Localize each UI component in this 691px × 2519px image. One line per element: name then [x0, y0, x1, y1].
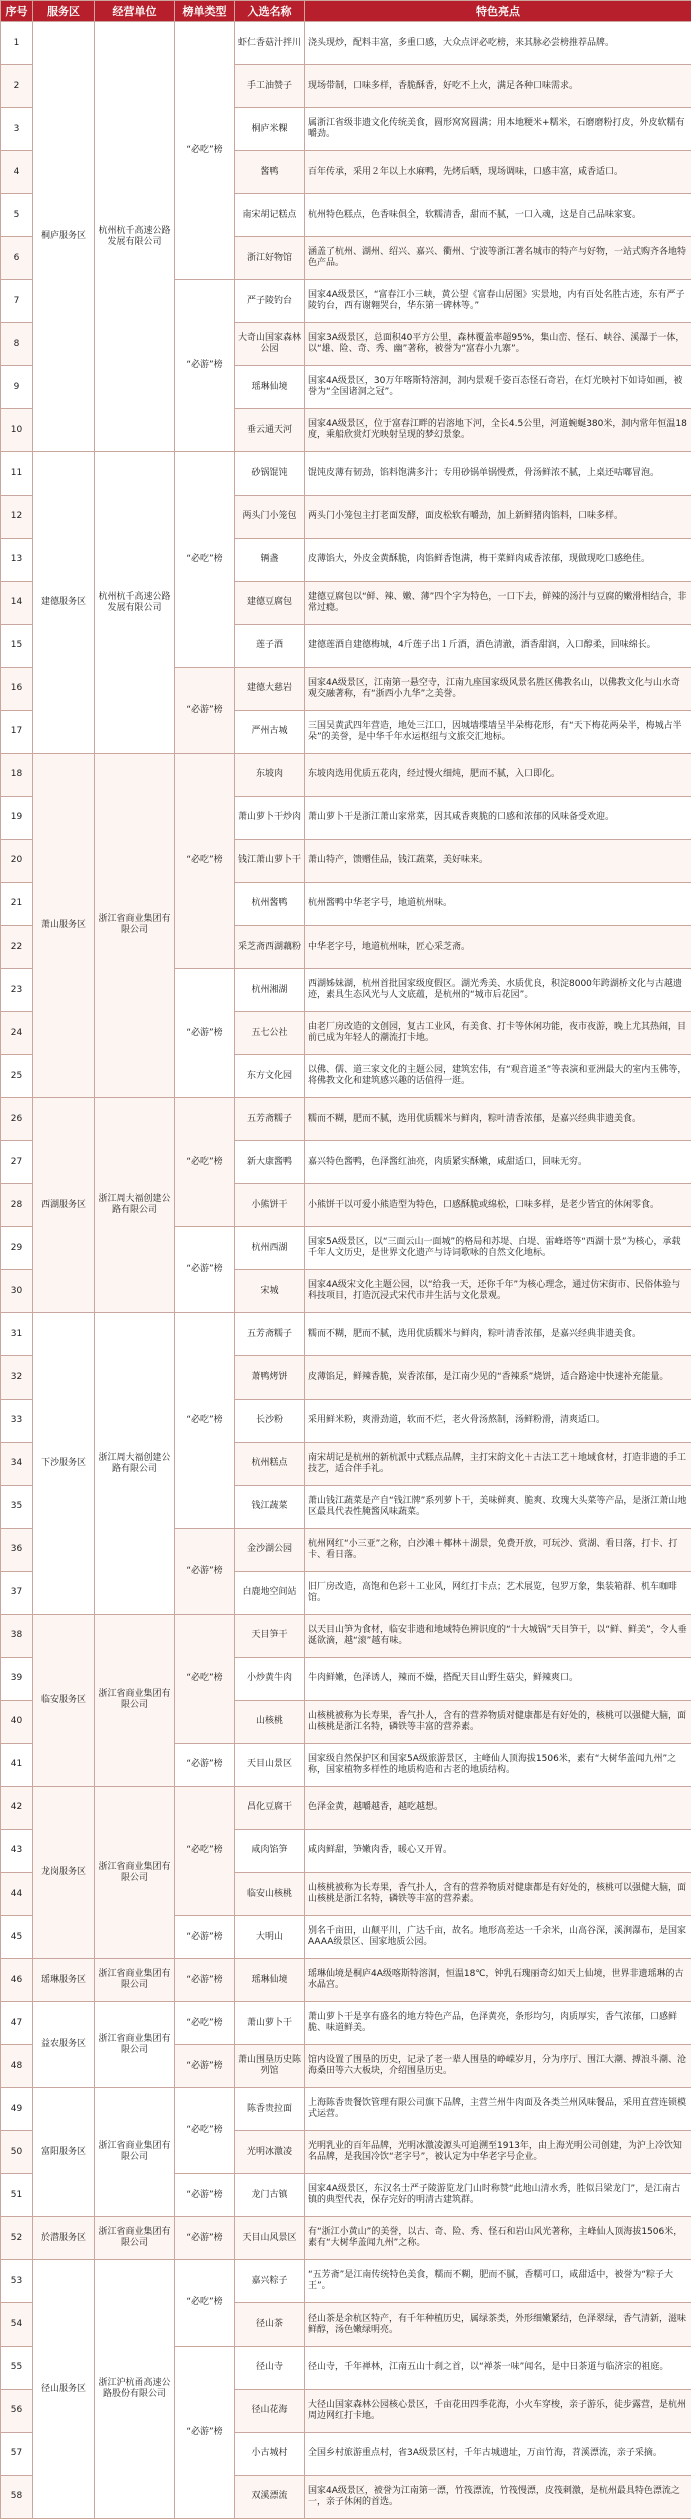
operator-cell: 浙江周大福创建公路有限公司: [95, 1098, 175, 1313]
entry-name-cell: 五七公社: [235, 1012, 305, 1055]
entry-name-cell: 萧山萝卜干炒肉: [235, 796, 305, 839]
row-number: 4: [1, 151, 33, 194]
highlight-cell: 径山寺，千年禅林，江南五山十刹之首，以“禅茶一味”闻名，是中日茶道与临济宗的祖庭。: [305, 2346, 691, 2389]
row-number: 7: [1, 280, 33, 323]
highlight-cell: 皮薄馅足，鲜辣香脆，炭香浓郁，是江南少见的“香辣系”烧饼，适合路途中快速补充能量。: [305, 1356, 691, 1399]
entry-name-cell: 钱江萧山萝卜干: [235, 839, 305, 882]
entry-name-cell: 钱江蔬菜: [235, 1485, 305, 1528]
operator-cell: 浙江省商业集团有限公司: [95, 1959, 175, 2002]
ranking-type-cell: “必游”榜: [175, 2217, 235, 2260]
table-row: [1, 1959, 691, 2002]
row-number: 16: [1, 667, 33, 710]
row-number: 38: [1, 1614, 33, 1657]
row-number: 58: [1, 2475, 33, 2518]
service-area-cell: 建德服务区: [33, 452, 95, 753]
entry-name-cell: 瑶琳仙境: [235, 366, 305, 409]
highlight-cell: 馆内设置了围垦的历史，记录了老一辈人围垦的峥嵘岁月，分为序厅、围江大潮、搏浪斗潮、沧海桑田等六大板块，介绍围垦历史。: [305, 2045, 691, 2088]
row-number: 30: [1, 1270, 33, 1313]
entry-name-cell: 严州古城: [235, 710, 305, 753]
entry-name-cell: 桐庐米粿: [235, 108, 305, 151]
entry-name-cell: 天目山景区: [235, 1743, 305, 1786]
row-number: 32: [1, 1356, 33, 1399]
operator-cell: 浙江省商业集团有限公司: [95, 753, 175, 1097]
row-number: 57: [1, 2432, 33, 2475]
operator-cell: 浙江省商业集团有限公司: [95, 1786, 175, 1958]
entry-name-cell: 大奇山国家森林公园: [235, 323, 305, 366]
row-number: 3: [1, 108, 33, 151]
row-number: 29: [1, 1227, 33, 1270]
entry-name-cell: 手工油赞子: [235, 65, 305, 108]
highlight-cell: 国家4A级宋文化主题公园，以“给我一天，还你千年”为核心理念，通过仿宋街市、民俗体验与科技项目，打造沉浸式宋代市井生活与文化景观。: [305, 1270, 691, 1313]
service-area-cell: 於潜服务区: [33, 2217, 95, 2260]
row-number: 9: [1, 366, 33, 409]
entry-name-cell: 虾仁香菇汁拌川: [235, 22, 305, 65]
service-area-cell: 下沙服务区: [33, 1313, 95, 1614]
row-number: 19: [1, 796, 33, 839]
entry-name-cell: 径山寺: [235, 2346, 305, 2389]
entry-name-cell: 两头门小笼包: [235, 495, 305, 538]
ranking-type-cell: “必吃”榜: [175, 2260, 235, 2346]
highlight-cell: 国家级自然保护区和国家5A级旅游景区，主峰仙人顶海拔1506米，素有“大树华盖闻九州”之称，国家植物多样性的地质构造和古老的地质结构。: [305, 1743, 691, 1786]
row-number: 46: [1, 1959, 33, 2002]
entry-name-cell: 采芝斋西湖藕粉: [235, 925, 305, 968]
highlight-cell: 国家4A级景区，东汉名士严子陵游览龙门山时称赞“此地山清水秀，胜似吕梁龙门”，是江南古镇的典型代表，保存完好的明清古建筑群。: [305, 2174, 691, 2217]
entry-name-cell: 萧山萝卜干: [235, 2002, 305, 2045]
row-number: 51: [1, 2174, 33, 2217]
highlight-cell: 萧山钱江蔬菜是产自“钱江牌”系列萝卜干，美味鲜爽、脆爽、玫瑰大头菜等产品，是浙江萧山地区最具代表性腌酱风味蔬菜。: [305, 1485, 691, 1528]
entry-name-cell: 小炒黄牛肉: [235, 1657, 305, 1700]
entry-name-cell: 杭州酱鸭: [235, 882, 305, 925]
entry-name-cell: 小熊饼干: [235, 1184, 305, 1227]
ranking-type-cell: “必吃”榜: [175, 1313, 235, 1528]
entry-name-cell: 严子陵钓台: [235, 280, 305, 323]
ranking-type-cell: “必吃”榜: [175, 1614, 235, 1743]
entry-name-cell: 东坡肉: [235, 753, 305, 796]
row-number: 49: [1, 2088, 33, 2131]
highlight-cell: 山核桃被称为长寿果，香气扑人，含有的营养物质对健康都是有好处的，核桃可以强健大脑，面山核桃是浙江名特，磷铁等丰富的营养素。: [305, 1700, 691, 1743]
entry-name-cell: 金沙湖公园: [235, 1528, 305, 1571]
entry-name-cell: 临安山核桃: [235, 1873, 305, 1916]
ranking-type-cell: “必吃”榜: [175, 452, 235, 667]
table-header: [1, 1, 691, 22]
ranking-type-cell: “必游”榜: [175, 2045, 235, 2088]
highlight-cell: 光明乳业的百年品牌，光明冰激凌源头可追溯至1913年，由上海光明公司创建，为沪上冷饮知名品牌，是我国冷饮“老字号”，被认定为中华老字号企业。: [305, 2131, 691, 2174]
entry-name-cell: 南宋胡记糕点: [235, 194, 305, 237]
service-area-cell: 富阳服务区: [33, 2088, 95, 2217]
entry-name-cell: 径山茶: [235, 2303, 305, 2346]
entry-name-cell: 小古城村: [235, 2432, 305, 2475]
ranking-type-cell: “必游”榜: [175, 969, 235, 1098]
row-number: 28: [1, 1184, 33, 1227]
service-area-cell: 径山服务区: [33, 2260, 95, 2519]
service-area-cell: 西湖服务区: [33, 1098, 95, 1313]
highlight-cell: 糯而不糊，肥而不腻，选用优质糯米与鲜肉，粽叶清香浓郁，是嘉兴经典非遗美食。: [305, 1098, 691, 1141]
header-name: 入选名称: [235, 1, 305, 22]
row-number: 26: [1, 1098, 33, 1141]
entry-name-cell: 龙门古镇: [235, 2174, 305, 2217]
row-number: 11: [1, 452, 33, 495]
header-no: 序号: [1, 1, 33, 22]
table-row: [1, 452, 691, 495]
highlight-cell: 现场带制，口味多样，香脆酥香，好吃不上火，满足各种口味需求。: [305, 65, 691, 108]
row-number: 18: [1, 753, 33, 796]
entry-name-cell: 白鹿地空间站: [235, 1571, 305, 1614]
operator-cell: 杭州杭千高速公路发展有限公司: [95, 22, 175, 452]
row-number: 1: [1, 22, 33, 65]
ranking-type-cell: “必游”榜: [175, 1528, 235, 1614]
row-number: 56: [1, 2389, 33, 2432]
table-row: [1, 2088, 691, 2131]
highlight-cell: 萧山萝卜干是浙江萧山家常菜，因其咸香爽脆的口感和浓郁的风味备受欢迎。: [305, 796, 691, 839]
highlight-cell: 建德莲酒自建德梅城，4斤莲子出１斤酒，酒色清澈，酒香甜润，入口醇柔，回味绵长。: [305, 624, 691, 667]
row-number: 15: [1, 624, 33, 667]
row-number: 47: [1, 2002, 33, 2045]
ranking-type-cell: “必吃”榜: [175, 2002, 235, 2045]
service-area-cell: 萧山服务区: [33, 753, 95, 1097]
highlight-cell: 全国乡村旅游重点村，省3A级景区村，千年古城遗址，万亩竹海，苕溪漂流，亲子采摘。: [305, 2432, 691, 2475]
row-number: 45: [1, 1916, 33, 1959]
row-number: 5: [1, 194, 33, 237]
highlight-cell: 国家5A级景区，以“三面云山一面城”的格局和苏堤、白堤、雷峰塔等“西湖十景”为核心，承载千年人文历史，是世界文化遗产与诗词歌咏的自然文化地标。: [305, 1227, 691, 1270]
ranking-type-cell: “必游”榜: [175, 2346, 235, 2518]
row-number: 13: [1, 538, 33, 581]
table-row: [1, 1786, 691, 1829]
operator-cell: 浙江省商业集团有限公司: [95, 2088, 175, 2217]
header-unit: 经营单位: [95, 1, 175, 22]
row-number: 34: [1, 1442, 33, 1485]
highlight-cell: 径山茶是余杭区特产，有千年种植历史，属绿茶类，外形细嫩紧结，色泽翠绿，香气清新，滋味鲜醇，汤色嫩绿明亮。: [305, 2303, 691, 2346]
entry-name-cell: 山核桃: [235, 1700, 305, 1743]
header-desc: 特色亮点: [305, 1, 691, 22]
ranking-type-cell: “必吃”榜: [175, 1098, 235, 1227]
entry-name-cell: 宋城: [235, 1270, 305, 1313]
ranking-type-cell: “必游”榜: [175, 1743, 235, 1786]
highlight-cell: 牛肉鲜嫩，色泽诱人，辣而不燥，搭配天目山野生菇尖，鲜辣爽口。: [305, 1657, 691, 1700]
ranking-type-cell: “必吃”榜: [175, 22, 235, 280]
highlight-cell: 嘉兴特色酱鸭，色泽酱红油亮，肉质紧实酥嫩，咸甜适口，回味无穷。: [305, 1141, 691, 1184]
entry-name-cell: 萧山围垦历史陈列馆: [235, 2045, 305, 2088]
highlight-cell: 国家4A级景区，30万年喀斯特溶洞，洞内景观千姿百态怪石奇岩，在灯光映衬下如诗如画，被誉为“全国诸洞之冠”。: [305, 366, 691, 409]
highlight-cell: 国家3A级景区，总面积40平方公里，森林覆盖率超95%，集山峦、怪石、峡谷、溪瀑于一体，以“雄、险、奇、秀、幽”著称，被誉为“富春小九寨”。: [305, 323, 691, 366]
entry-name-cell: 萧鸭烤饼: [235, 1356, 305, 1399]
entry-name-cell: 酱鸭: [235, 151, 305, 194]
highlight-cell: 建德豆腐包以“鲜、辣、嫩、薄”四个字为特色，一口下去，鲜辣的汤汁与豆腐的嫩滑相结合，非常过瘾。: [305, 581, 691, 624]
table-row: [1, 22, 691, 65]
row-number: 21: [1, 882, 33, 925]
row-number: 6: [1, 237, 33, 280]
header-type: 榜单类型: [175, 1, 235, 22]
row-number: 41: [1, 1743, 33, 1786]
highlight-cell: 大径山国家森林公园核心景区，千亩花田四季花海，小火车穿梭，亲子游乐，徒步露营，是杭州周边网红打卡地。: [305, 2389, 691, 2432]
table-row: [1, 2217, 691, 2260]
operator-cell: 杭州杭千高速公路发展有限公司: [95, 452, 175, 753]
row-number: 10: [1, 409, 33, 452]
ranking-type-cell: “必游”榜: [175, 2174, 235, 2217]
entry-name-cell: 杭州西湖: [235, 1227, 305, 1270]
highlight-cell: 上海陈香贵餐饮管理有限公司旗下品牌，主营兰州牛肉面及各类兰州风味餐品，采用直营连锁模式运营。: [305, 2088, 691, 2131]
highlight-cell: 中华老字号，地道杭州味，匠心采芝斋。: [305, 925, 691, 968]
row-number: 44: [1, 1873, 33, 1916]
service-area-cell: 瑶琳服务区: [33, 1959, 95, 2002]
operator-cell: 浙江周大福创建公路有限公司: [95, 1313, 175, 1614]
entry-name-cell: 莲子酒: [235, 624, 305, 667]
entry-name-cell: 五芳斋糯子: [235, 1098, 305, 1141]
row-number: 39: [1, 1657, 33, 1700]
highlight-cell: 三国吴黄武四年营造，地处三江口，因城墙堞墙呈半朵梅花形，有“天下梅花两朵半，梅城占半朵”的美誉，是中华千年水运枢纽与文旅交汇地标。: [305, 710, 691, 753]
highlight-cell: 小熊饼干以可爱小熊造型为特色，口感酥脆或绵松，口味多样，是老少皆宜的休闲零食。: [305, 1184, 691, 1227]
operator-cell: 浙江省商业集团有限公司: [95, 2217, 175, 2260]
entry-name-cell: 天目山风景区: [235, 2217, 305, 2260]
row-number: 54: [1, 2303, 33, 2346]
highlight-cell: 萧山特产，馈赠佳品，钱江蔬菜，美好味来。: [305, 839, 691, 882]
entry-name-cell: 新大康酱鸭: [235, 1141, 305, 1184]
highlight-cell: 南宋胡记是杭州的新杭派中式糕点品牌，主打宋韵文化＋古法工艺＋地域食材，打造非遗的手工技艺，适合伴手礼。: [305, 1442, 691, 1485]
row-number: 48: [1, 2045, 33, 2088]
entry-name-cell: 长沙粉: [235, 1399, 305, 1442]
entry-name-cell: 嘉兴粽子: [235, 2260, 305, 2303]
table-row: [1, 1614, 691, 1657]
entry-name-cell: 光明冰激凌: [235, 2131, 305, 2174]
entry-name-cell: 五芳斋糯子: [235, 1313, 305, 1356]
highlight-cell: 色泽金黄，越嚼越香，越吃越想。: [305, 1786, 691, 1829]
highlight-cell: 涵盖了杭州、湖州、绍兴、嘉兴、衢州、宁波等浙江著名城市的特产与好物，一站式购齐各地特色产品。: [305, 237, 691, 280]
table-row: [1, 753, 691, 796]
entry-name-cell: 垂云通天河: [235, 409, 305, 452]
highlight-cell: 国家4A级景区，位于富春江畔的岩溶地下河，全长4.5公里，河道蜿蜒380米，洞内常年恒温18度，乘船欣赏灯光映射呈现的梦幻景象。: [305, 409, 691, 452]
table-row: [1, 2260, 691, 2303]
row-number: 42: [1, 1786, 33, 1829]
highlight-cell: 别名千亩田，山颠平川，广达千亩，故名。地形高差达一千余米，山高谷深，溪涧瀑布，是国家AAAA级景区、国家地质公园。: [305, 1916, 691, 1959]
service-area-cell: 桐庐服务区: [33, 22, 95, 452]
highlight-cell: 国家4A级景区，被誉为江南第一漂，竹筏漂流，竹筏慢漂，皮筏刺激，是杭州最具特色漂流之一，亲子休闲的首选。: [305, 2475, 691, 2518]
highlight-cell: 咸肉鲜甜，笋嫩肉香，暖心又开胃。: [305, 1829, 691, 1872]
ranking-type-cell: “必吃”榜: [175, 2088, 235, 2174]
entry-name-cell: 瑶琳仙境: [235, 1959, 305, 2002]
table-row: [1, 1313, 691, 1356]
highlight-cell: 采用鲜米粉，爽滑劲道，软而不烂，老火骨汤熬制，汤鲜粉滑，清爽适口。: [305, 1399, 691, 1442]
entry-name-cell: 咸肉馅笋: [235, 1829, 305, 1872]
highlight-cell: 皮薄馅大，外皮金黄酥脆，肉馅鲜香饱满，梅干菜鲜肉咸香浓郁，现做现吃口感绝佳。: [305, 538, 691, 581]
row-number: 35: [1, 1485, 33, 1528]
highlight-cell: “五芳斋”是江南传统特色美食，糯而不糊，肥而不腻，香糯可口，咸甜适中，被誉为“粽子大王”。: [305, 2260, 691, 2303]
row-number: 23: [1, 969, 33, 1012]
highlight-cell: 百年传承，采用２年以上水麻鸭，先烤后晒，现场调味，口感丰富，咸香适口。: [305, 151, 691, 194]
highlight-cell: 属浙江省级非遗文化传统美食，圆形窝窝圆满；用本地粳米+糯米，石磨磨粉打皮，外皮软糯有嚼劲。: [305, 108, 691, 151]
entry-name-cell: 东方文化园: [235, 1055, 305, 1098]
row-number: 55: [1, 2346, 33, 2389]
header-row: [1, 1, 691, 22]
ranking-type-cell: “必游”榜: [175, 1227, 235, 1313]
row-number: 43: [1, 1829, 33, 1872]
entry-name-cell: 径山花海: [235, 2389, 305, 2432]
row-number: 40: [1, 1700, 33, 1743]
ranking-type-cell: “必游”榜: [175, 1959, 235, 2002]
highlight-cell: 两头门小笼包主打老面发酵，面皮松软有嚼劲，加上新鲜猪肉馅料，口味多样。: [305, 495, 691, 538]
highlight-cell: 西湖姊妹湖，杭州首批国家级度假区。湖光秀美、水质优良，积淀8000年跨湖桥文化与古越遗迹，素具生态风光与人文底蕴，是杭州的“城市后花园”。: [305, 969, 691, 1012]
highlight-cell: 国家4A级景区，“富春江小三峡，黄公望《富春山居图》实景地，内有百处名胜古迹，东有严子陵钓台，西有谢翱哭台，华东第一碑林等。”: [305, 280, 691, 323]
highlight-cell: 瑶琳仙境是桐庐4A级喀斯特溶洞，恒温18℃，钟乳石瑰丽奇幻如天上仙境，世界非遗瑶琳的古水晶宫。: [305, 1959, 691, 2002]
row-number: 33: [1, 1399, 33, 1442]
service-area-cell: 临安服务区: [33, 1614, 95, 1786]
highlight-cell: 浇头现炒，配料丰富，多重口感，大众点评必吃榜，来其脉必尝榜推荐品牌。: [305, 22, 691, 65]
service-area-cell: 益农服务区: [33, 2002, 95, 2088]
row-number: 2: [1, 65, 33, 108]
entry-name-cell: 大明山: [235, 1916, 305, 1959]
row-number: 52: [1, 2217, 33, 2260]
entry-name-cell: 浙江好物馆: [235, 237, 305, 280]
entry-name-cell: 天目笋干: [235, 1614, 305, 1657]
row-number: 24: [1, 1012, 33, 1055]
row-number: 50: [1, 2131, 33, 2174]
highlight-cell: 糯而不糊，肥而不腻，选用优质糯米与鲜肉，粽叶清香浓郁，是嘉兴经典非遗美食。: [305, 1313, 691, 1356]
highlight-cell: 杭州酱鸭中华老字号，地道杭州味。: [305, 882, 691, 925]
highlight-cell: 馄饨皮薄有韧劲，馅料饱满多汁；专用砂锅单锅慢煮，骨汤鲜浓不腻，上桌还咕嘟冒泡。: [305, 452, 691, 495]
highlight-cell: 有“浙江小黄山”的美誉，以古、奇、险、秀、怪石和岩山风光著称，主峰仙人顶海拔1506米，素有“大树华盖闻九州”之称。: [305, 2217, 691, 2260]
entry-name-cell: 建德大慈岩: [235, 667, 305, 710]
highlight-cell: 杭州网红“小三亚”之称，白沙滩＋椰林＋湖景，免费开放，可玩沙、赏湖、看日落，打卡、打卡、看日落。: [305, 1528, 691, 1571]
row-number: 22: [1, 925, 33, 968]
entry-name-cell: 陈香贵拉面: [235, 2088, 305, 2131]
highlight-cell: 由老厂房改造的文创园，复古工业风，有美食、打卡等休闲功能，夜市夜游，晚上尤其热闹，目前已成为年轻人的潮流打卡地。: [305, 1012, 691, 1055]
row-number: 31: [1, 1313, 33, 1356]
highlight-cell: 国家4A级景区，江南第一悬空寺，江南九座国家级风景名胜区佛教名山，以佛教文化与山水奇观交融著称，有“浙西小九华”之美誉。: [305, 667, 691, 710]
operator-cell: 浙江沪杭甬高速公路股份有限公司: [95, 2260, 175, 2519]
row-number: 27: [1, 1141, 33, 1184]
service-area-cell: 龙岗服务区: [33, 1786, 95, 1958]
row-number: 53: [1, 2260, 33, 2303]
ranking-type-cell: “必游”榜: [175, 280, 235, 452]
highlight-cell: 萧山萝卜干是享有盛名的地方特色产品，色泽黄亮，条形均匀，肉质厚实，香气浓郁，口感鲜脆、味道鲜美。: [305, 2002, 691, 2045]
highlight-cell: 以佛、儒、道三家文化的主题公园，建筑宏伟，有“观音道圣”等表演和亚洲最大的室内玉佛等，将佛教文化和建筑感兴趣的话值得一逛。: [305, 1055, 691, 1098]
highlight-cell: 山核桃被称为长寿果，香气扑人，含有的营养物质对健康都是有好处的，核桃可以强健大脑，面山核桃是浙江名特，磷铁等丰富的营养素。: [305, 1873, 691, 1916]
highlight-cell: 以天目山笋为食材，临安非遗和地域特色辨识度的“十大城锅”天目笋干，以“鲜、鲜美”，令人垂涎欲滴，越“滚”越有味。: [305, 1614, 691, 1657]
ranking-type-cell: “必吃”榜: [175, 1786, 235, 1915]
ranking-type-cell: “必游”榜: [175, 1916, 235, 1959]
entry-name-cell: 砂锅馄饨: [235, 452, 305, 495]
row-number: 8: [1, 323, 33, 366]
highlight-cell: 杭州特色糕点，色香味俱全，软糯清香，甜而不腻，一口入魂，这是自己品味家宴。: [305, 194, 691, 237]
ranking-type-cell: “必吃”榜: [175, 753, 235, 968]
entry-name-cell: 杭州湘湖: [235, 969, 305, 1012]
ranking-type-cell: “必游”榜: [175, 667, 235, 753]
header-area: 服务区: [33, 1, 95, 22]
row-number: 20: [1, 839, 33, 882]
row-number: 12: [1, 495, 33, 538]
table-body: [1, 22, 691, 2519]
row-number: 17: [1, 710, 33, 753]
operator-cell: 浙江省商业集团有限公司: [95, 1614, 175, 1786]
table-row: [1, 1098, 691, 1141]
row-number: 25: [1, 1055, 33, 1098]
entry-name-cell: 建德豆腐包: [235, 581, 305, 624]
highlight-cell: 东坡肉选用优质五花肉，经过慢火细炖，肥而不腻，入口即化。: [305, 753, 691, 796]
entry-name-cell: 双溪漂流: [235, 2475, 305, 2518]
entry-name-cell: 昌化豆腐干: [235, 1786, 305, 1829]
highlight-cell: 旧厂房改造，高饱和色彩＋工业风，网红打卡点；艺术展览，包罗万象，集装箱群、机车咖啡馆。: [305, 1571, 691, 1614]
row-number: 37: [1, 1571, 33, 1614]
row-number: 36: [1, 1528, 33, 1571]
operator-cell: 浙江省商业集团有限公司: [95, 2002, 175, 2088]
table-row: [1, 2002, 691, 2045]
row-number: 14: [1, 581, 33, 624]
entry-name-cell: 辆盏: [235, 538, 305, 581]
entry-name-cell: 杭州糕点: [235, 1442, 305, 1485]
